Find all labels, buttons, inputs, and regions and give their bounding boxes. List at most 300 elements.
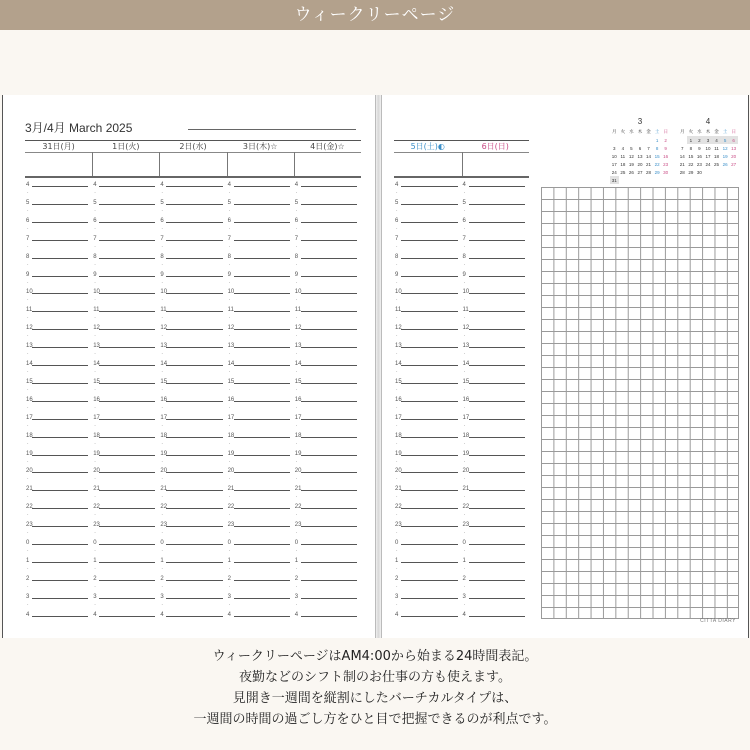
hour-label: 19 xyxy=(160,450,168,457)
hour-row[interactable] xyxy=(462,182,530,203)
half-hour-dot: · xyxy=(295,369,298,375)
hour-row[interactable] xyxy=(93,468,159,489)
hour-row[interactable] xyxy=(160,540,226,561)
half-hour-dot: · xyxy=(295,315,298,322)
hour-row[interactable] xyxy=(26,253,92,275)
hour-row[interactable] xyxy=(462,271,530,296)
half-hour-dot: · xyxy=(94,315,96,322)
hour-label: 11 xyxy=(160,307,167,314)
half-hour-dot: · xyxy=(228,476,231,483)
hour-line xyxy=(301,329,357,330)
hour-row[interactable] xyxy=(26,217,92,239)
hour-row[interactable] xyxy=(93,253,159,275)
hour-line xyxy=(234,437,290,438)
hour-row[interactable] xyxy=(294,199,361,221)
day-note-box[interactable] xyxy=(294,152,361,176)
hour-row[interactable] xyxy=(395,540,462,561)
hour-row[interactable] xyxy=(227,504,294,525)
hour-line xyxy=(234,419,290,420)
hour-label: 7 xyxy=(462,235,466,242)
hour-row[interactable] xyxy=(395,182,462,203)
hour-row[interactable] xyxy=(395,307,462,328)
hour-label: 2 xyxy=(462,575,466,582)
hour-row[interactable] xyxy=(227,486,294,507)
hour-row[interactable] xyxy=(395,414,462,436)
hour-line xyxy=(166,598,222,599)
hour-row[interactable] xyxy=(462,361,530,382)
hour-row[interactable] xyxy=(462,235,530,257)
hour-row[interactable] xyxy=(26,504,92,525)
half-hour-dot: · xyxy=(161,261,163,268)
calendar-day xyxy=(678,136,687,144)
hour-row[interactable] xyxy=(160,253,226,275)
hour-row[interactable] xyxy=(462,504,530,525)
hour-row[interactable] xyxy=(227,253,294,275)
hour-row[interactable] xyxy=(395,450,462,475)
hour-row[interactable] xyxy=(294,557,361,579)
hour-row[interactable] xyxy=(26,611,92,633)
half-hour-dot: · xyxy=(161,225,163,232)
hour-row[interactable] xyxy=(294,325,361,346)
hour-row[interactable] xyxy=(462,486,530,507)
hour-row[interactable] xyxy=(26,396,92,418)
hour-row[interactable] xyxy=(227,468,294,489)
hour-row[interactable] xyxy=(227,593,294,615)
half-hour-dot: · xyxy=(27,601,29,608)
hour-label: 18 xyxy=(93,432,100,439)
hour-row[interactable] xyxy=(93,540,159,561)
hour-row[interactable] xyxy=(227,235,294,257)
calendar-weekday: 水 xyxy=(697,129,702,134)
hour-line xyxy=(469,222,526,223)
hour-row[interactable] xyxy=(227,271,294,296)
day-note-box[interactable] xyxy=(394,152,462,176)
hour-row[interactable] xyxy=(93,217,159,239)
hour-row[interactable] xyxy=(93,271,159,296)
hour-row[interactable] xyxy=(294,253,361,275)
hour-label: 6 xyxy=(160,217,164,224)
hour-row[interactable] xyxy=(462,378,530,400)
hour-label: 18 xyxy=(462,432,470,439)
hour-label: 10 xyxy=(462,289,470,296)
hour-line xyxy=(99,204,155,205)
half-hour-dot: · xyxy=(94,548,96,554)
hour-row[interactable] xyxy=(395,235,462,257)
half-hour-dot: · xyxy=(463,548,466,554)
hour-row[interactable] xyxy=(294,522,361,543)
hour-row[interactable] xyxy=(462,432,530,454)
hour-line xyxy=(301,455,357,456)
column-separator xyxy=(227,152,228,176)
hour-row[interactable] xyxy=(160,235,226,257)
hour-row[interactable] xyxy=(26,522,92,543)
hour-row[interactable] xyxy=(294,450,361,475)
hour-row[interactable] xyxy=(294,182,361,203)
hour-row[interactable] xyxy=(462,557,530,579)
hour-row[interactable] xyxy=(93,235,159,257)
hour-row[interactable] xyxy=(227,361,294,382)
hour-row[interactable] xyxy=(395,557,462,579)
half-hour-dot: · xyxy=(396,494,398,501)
hour-label: 9 xyxy=(26,271,30,278)
hour-label: 4 xyxy=(462,182,466,188)
hour-line xyxy=(469,437,526,438)
half-hour-dot: · xyxy=(161,297,163,304)
half-hour-dot: · xyxy=(27,548,29,554)
hour-row[interactable] xyxy=(26,199,92,221)
hour-row[interactable] xyxy=(160,307,226,328)
calendar-day xyxy=(619,136,628,144)
hour-label: 9 xyxy=(160,271,164,278)
calendar-day: 8 xyxy=(689,145,693,151)
hour-label: 7 xyxy=(93,235,97,242)
half-hour-dot: · xyxy=(94,530,96,537)
hour-row[interactable] xyxy=(227,611,294,633)
calendar-day: 1 xyxy=(655,137,659,143)
hour-row[interactable] xyxy=(93,182,159,203)
half-hour-dot: · xyxy=(228,207,231,214)
hour-row[interactable] xyxy=(395,343,462,364)
hour-row[interactable] xyxy=(395,396,462,418)
hour-line xyxy=(401,276,458,277)
hour-line xyxy=(166,276,222,277)
half-hour-dot: · xyxy=(396,369,398,375)
hour-row[interactable] xyxy=(395,253,462,275)
hour-row[interactable] xyxy=(294,396,361,418)
hour-row[interactable] xyxy=(462,575,530,597)
hour-row[interactable] xyxy=(26,468,92,489)
hour-row[interactable] xyxy=(395,325,462,346)
hour-row[interactable] xyxy=(462,593,530,615)
hour-row[interactable] xyxy=(294,307,361,328)
hour-row[interactable] xyxy=(462,522,530,543)
calendar-weekday: 月 xyxy=(680,129,685,134)
hour-line xyxy=(32,293,88,294)
half-hour-dot: · xyxy=(161,190,163,196)
hour-row[interactable] xyxy=(26,450,92,475)
calendar-day xyxy=(729,168,738,176)
column-separator xyxy=(92,152,93,176)
calendar-week-row xyxy=(610,136,670,144)
hour-row[interactable] xyxy=(227,414,294,436)
hour-row[interactable] xyxy=(26,432,92,454)
hour-row[interactable] xyxy=(294,504,361,525)
hour-row[interactable] xyxy=(26,575,92,597)
hour-line xyxy=(234,401,290,402)
half-hour-dot: · xyxy=(161,404,163,411)
hour-row[interactable] xyxy=(160,593,226,615)
hour-row[interactable] xyxy=(160,522,226,543)
hour-row[interactable] xyxy=(294,289,361,310)
hour-row[interactable] xyxy=(395,432,462,454)
hour-row[interactable] xyxy=(26,343,92,364)
hour-line xyxy=(234,204,290,205)
calendar-day: 15 xyxy=(688,153,694,159)
hour-row[interactable] xyxy=(160,468,226,489)
half-hour-dot: · xyxy=(396,333,398,340)
hour-row[interactable] xyxy=(160,396,226,418)
hour-line xyxy=(166,526,222,527)
hour-row[interactable] xyxy=(294,235,361,257)
calendar-day: 11 xyxy=(620,153,626,159)
half-hour-dot: · xyxy=(94,369,96,375)
half-hour-dot: · xyxy=(161,207,163,214)
hour-row[interactable] xyxy=(395,593,462,615)
half-hour-dot: · xyxy=(463,225,466,232)
half-hour-dot: · xyxy=(161,386,163,393)
hour-line xyxy=(401,580,458,581)
hour-row[interactable] xyxy=(26,289,92,310)
hour-row[interactable] xyxy=(160,432,226,454)
calendar-day xyxy=(619,176,628,184)
hour-row[interactable] xyxy=(462,253,530,275)
hour-row[interactable] xyxy=(294,468,361,489)
hour-line xyxy=(166,472,222,473)
hour-row[interactable] xyxy=(395,289,462,310)
hour-row[interactable] xyxy=(93,307,159,328)
hour-line xyxy=(166,186,222,187)
column-separator xyxy=(294,152,295,176)
hour-row[interactable] xyxy=(294,486,361,507)
half-hour-dot: · xyxy=(463,458,466,465)
hour-row[interactable] xyxy=(294,540,361,561)
half-hour-dot: · xyxy=(94,190,96,196)
hour-row[interactable] xyxy=(395,468,462,489)
hour-row[interactable] xyxy=(93,504,159,525)
half-hour-dot: · xyxy=(295,261,298,268)
hour-row[interactable] xyxy=(160,611,226,633)
hour-label: 6 xyxy=(227,217,231,224)
hour-row[interactable] xyxy=(227,182,294,203)
hour-row[interactable] xyxy=(395,522,462,543)
hour-row[interactable] xyxy=(227,325,294,346)
hour-label: 16 xyxy=(294,396,302,403)
hour-label: 0 xyxy=(160,540,164,546)
hour-row[interactable] xyxy=(160,343,226,364)
hour-row[interactable] xyxy=(227,575,294,597)
hour-line xyxy=(99,222,155,223)
hour-label: 10 xyxy=(395,289,402,296)
hour-row[interactable] xyxy=(395,361,462,382)
calendar-day: 23 xyxy=(696,161,702,167)
hour-row[interactable] xyxy=(93,414,159,436)
day-note-box[interactable] xyxy=(92,152,159,176)
hour-label: 15 xyxy=(160,378,168,385)
hour-label: 17 xyxy=(93,414,100,421)
hour-row[interactable] xyxy=(462,325,530,346)
hour-row[interactable] xyxy=(160,450,226,475)
calendar-day: 13 xyxy=(731,145,737,151)
hour-line xyxy=(32,258,88,259)
half-hour-dot: · xyxy=(94,422,96,429)
hour-row[interactable] xyxy=(160,217,226,239)
hour-line xyxy=(401,490,458,491)
hour-label: 7 xyxy=(26,235,30,242)
hour-row[interactable] xyxy=(160,378,226,400)
hour-row[interactable] xyxy=(227,450,294,475)
half-hour-dot: · xyxy=(94,583,96,590)
half-hour-dot: · xyxy=(295,190,298,196)
hour-row[interactable] xyxy=(462,217,530,239)
hour-row[interactable] xyxy=(26,540,92,561)
hour-row[interactable] xyxy=(160,325,226,346)
hour-row[interactable] xyxy=(227,540,294,561)
half-hour-dot: · xyxy=(396,279,398,286)
calendar-day xyxy=(636,136,645,144)
day-note-box[interactable] xyxy=(159,152,226,176)
hour-line xyxy=(401,204,458,205)
hour-row[interactable] xyxy=(227,396,294,418)
half-hour-dot: · xyxy=(463,583,466,590)
hour-line xyxy=(99,365,155,366)
calendar-day: 18 xyxy=(620,161,626,167)
hour-row[interactable] xyxy=(395,611,462,633)
hour-row[interactable] xyxy=(462,307,530,328)
hour-row[interactable] xyxy=(395,575,462,597)
hour-row[interactable] xyxy=(93,361,159,382)
day-note-box[interactable] xyxy=(227,152,294,176)
hour-row[interactable] xyxy=(93,486,159,507)
hour-row[interactable] xyxy=(294,575,361,597)
hour-row[interactable] xyxy=(294,217,361,239)
hour-row[interactable] xyxy=(160,504,226,525)
hour-row[interactable] xyxy=(294,271,361,296)
hour-row[interactable] xyxy=(395,217,462,239)
hour-row[interactable] xyxy=(93,343,159,364)
calendar-weekday: 月 xyxy=(612,129,617,134)
hour-row[interactable] xyxy=(294,611,361,633)
hour-row[interactable] xyxy=(26,593,92,615)
hour-row[interactable] xyxy=(462,289,530,310)
hour-row[interactable] xyxy=(93,432,159,454)
hour-row[interactable] xyxy=(227,289,294,310)
half-hour-dot: · xyxy=(161,369,163,375)
day-note-box[interactable] xyxy=(462,152,530,176)
hour-row[interactable] xyxy=(160,289,226,310)
hour-line xyxy=(234,616,290,617)
hour-row[interactable] xyxy=(227,432,294,454)
hour-row[interactable] xyxy=(93,378,159,400)
hour-line xyxy=(301,490,357,491)
hour-line xyxy=(234,347,290,348)
calendar-day: 14 xyxy=(646,153,652,159)
hour-row[interactable] xyxy=(160,557,226,579)
hour-row[interactable] xyxy=(26,307,92,328)
hour-line xyxy=(99,258,155,259)
hour-row[interactable] xyxy=(93,611,159,633)
hour-line xyxy=(32,276,88,277)
hour-row[interactable] xyxy=(26,271,92,296)
half-hour-dot: · xyxy=(396,440,398,447)
hour-line xyxy=(301,580,357,581)
hour-row[interactable] xyxy=(227,557,294,579)
hour-line xyxy=(234,490,290,491)
hour-row[interactable] xyxy=(93,450,159,475)
hour-row[interactable] xyxy=(160,271,226,296)
hour-row[interactable] xyxy=(160,575,226,597)
hour-row[interactable] xyxy=(26,378,92,400)
half-hour-dot: · xyxy=(27,225,29,232)
hour-row[interactable] xyxy=(93,557,159,579)
hour-row[interactable] xyxy=(227,217,294,239)
hour-row[interactable] xyxy=(294,361,361,382)
title-underline xyxy=(188,129,356,130)
hour-row[interactable] xyxy=(462,396,530,418)
hour-line xyxy=(99,490,155,491)
hour-line xyxy=(469,204,526,205)
hour-line xyxy=(469,472,526,473)
hour-line xyxy=(99,562,155,563)
hour-row[interactable] xyxy=(395,486,462,507)
hour-row[interactable] xyxy=(395,378,462,400)
hour-row[interactable] xyxy=(227,307,294,328)
hour-label: 2 xyxy=(160,575,164,582)
hour-row[interactable] xyxy=(93,593,159,615)
half-hour-dot: · xyxy=(27,512,29,519)
hour-row[interactable] xyxy=(26,361,92,382)
hour-row[interactable] xyxy=(93,325,159,346)
hour-row[interactable] xyxy=(160,414,226,436)
hour-row[interactable] xyxy=(395,271,462,296)
day-note-box[interactable] xyxy=(25,152,92,176)
hour-row[interactable] xyxy=(26,557,92,579)
hour-row[interactable] xyxy=(93,289,159,310)
half-hour-dot: · xyxy=(161,583,163,590)
hour-row[interactable] xyxy=(26,325,92,346)
hour-row[interactable] xyxy=(395,199,462,221)
hour-row[interactable] xyxy=(462,468,530,489)
hour-row[interactable] xyxy=(294,593,361,615)
hour-row[interactable] xyxy=(160,486,226,507)
hour-row[interactable] xyxy=(160,182,226,203)
hour-row[interactable] xyxy=(26,182,92,203)
hour-row[interactable] xyxy=(26,486,92,507)
hour-row[interactable] xyxy=(93,396,159,418)
hour-row[interactable] xyxy=(462,450,530,475)
hour-row[interactable] xyxy=(395,504,462,525)
hour-label: 5 xyxy=(395,199,399,206)
hour-row[interactable] xyxy=(462,414,530,436)
calendar-day: 7 xyxy=(647,145,650,151)
hour-row[interactable] xyxy=(227,199,294,221)
half-hour-dot: · xyxy=(295,386,298,393)
hour-row[interactable] xyxy=(93,199,159,221)
hour-label: 15 xyxy=(26,378,33,385)
hour-row[interactable] xyxy=(462,540,530,561)
hour-label: 21 xyxy=(93,486,100,493)
hour-row[interactable] xyxy=(93,522,159,543)
hour-row[interactable] xyxy=(294,414,361,436)
hour-row[interactable] xyxy=(462,199,530,221)
hour-row[interactable] xyxy=(160,361,226,382)
hour-row[interactable] xyxy=(462,611,530,633)
hour-row[interactable] xyxy=(93,575,159,597)
hour-row[interactable] xyxy=(227,522,294,543)
hour-line xyxy=(234,472,290,473)
hour-row[interactable] xyxy=(26,235,92,257)
hour-label: 5 xyxy=(160,199,164,206)
half-hour-dot: · xyxy=(94,440,96,447)
hour-row[interactable] xyxy=(294,432,361,454)
hour-row[interactable] xyxy=(294,378,361,400)
half-hour-dot: · xyxy=(94,333,96,340)
half-hour-dot: · xyxy=(27,315,29,322)
hour-row[interactable] xyxy=(227,378,294,400)
hour-row[interactable] xyxy=(160,199,226,221)
half-hour-dot: · xyxy=(295,207,298,214)
hour-row[interactable] xyxy=(26,414,92,436)
caption xyxy=(0,646,750,730)
